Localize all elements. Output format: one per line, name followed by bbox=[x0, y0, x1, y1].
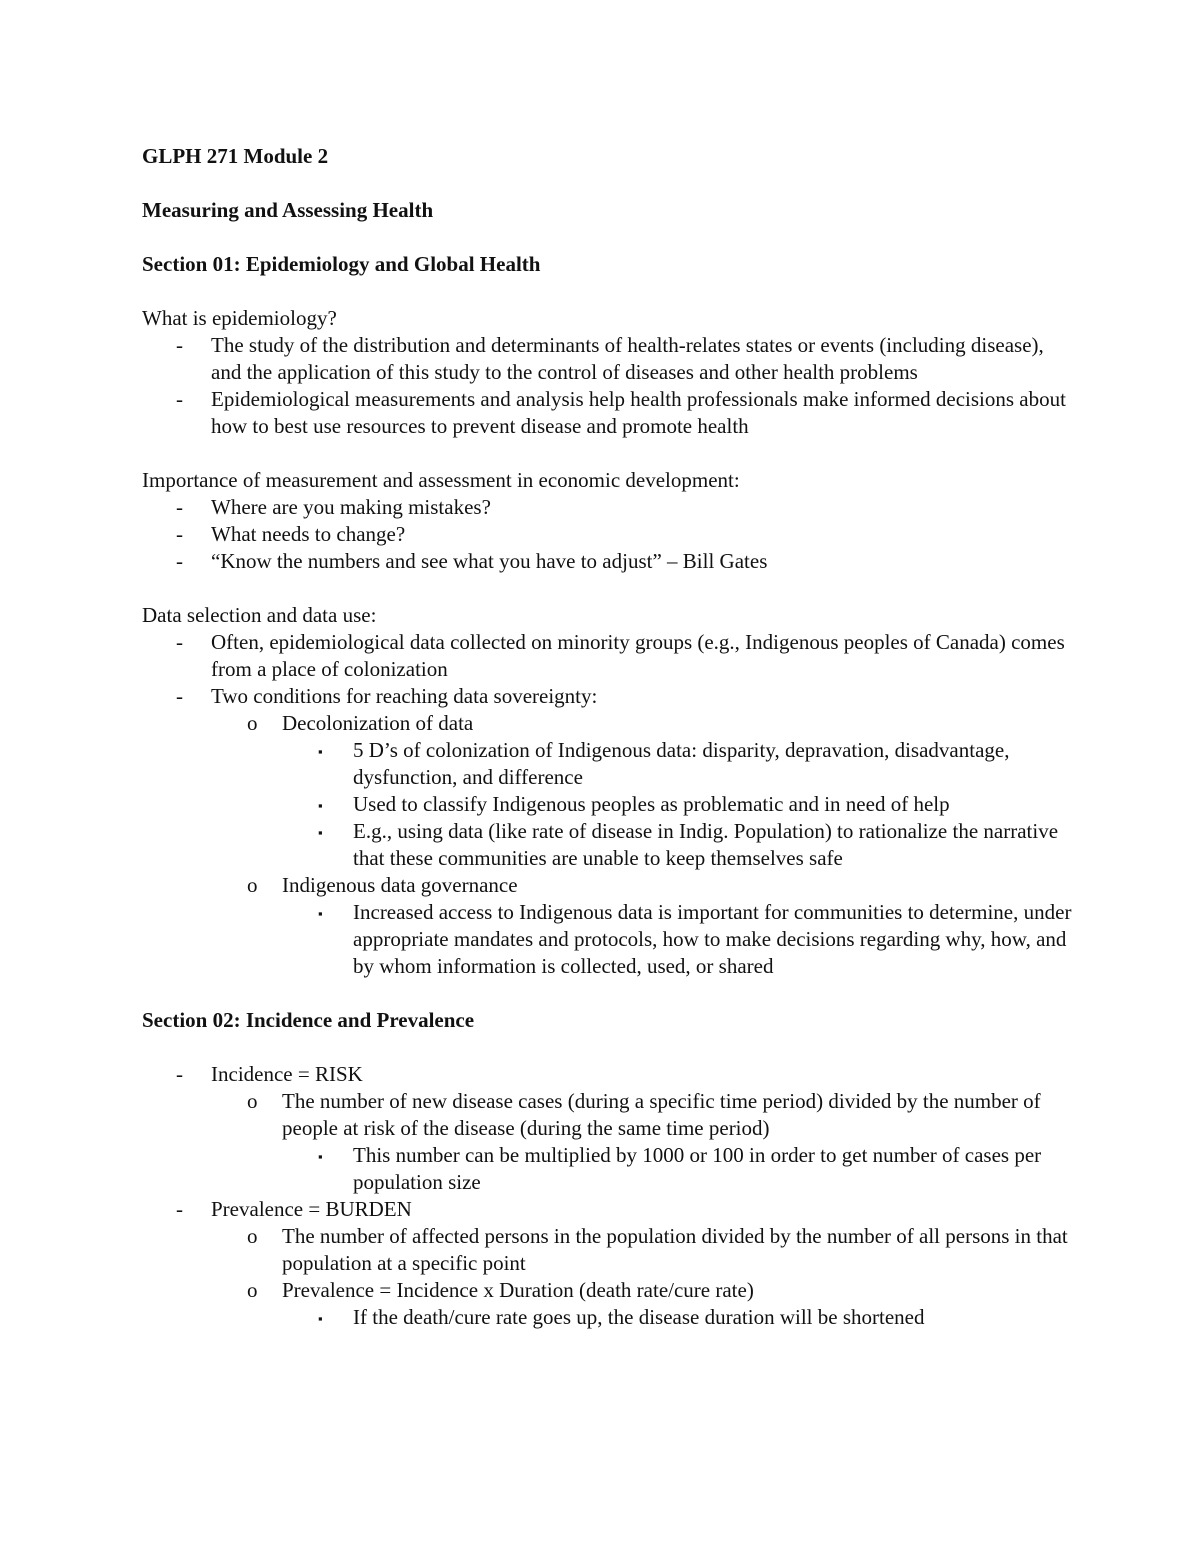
list-item: o Prevalence = Incidence x Duration (death rate/cure rate) bbox=[247, 1278, 754, 1302]
list-item: o Decolonization of data bbox=[247, 711, 474, 735]
list-item: - Where are you making mistakes? bbox=[176, 495, 491, 519]
epidemiology-list bbox=[142, 332, 1072, 440]
list-item: - “Know the numbers and see what you have to adjust” – Bill Gates bbox=[176, 549, 768, 573]
list-item: - Two conditions for reaching data sovereignty: bbox=[176, 684, 598, 708]
section-01-heading: Section 01: Epidemiology and Global Health bbox=[142, 252, 541, 276]
circle-bullet: o bbox=[247, 1089, 258, 1113]
dash-bullet: - bbox=[176, 387, 183, 411]
dash-bullet: - bbox=[176, 1062, 183, 1086]
document-body bbox=[142, 143, 1072, 1331]
list-item: - The study of the distribution and determinants of health-relates states or events (including disease), and the application of this study to the control of diseases and other health problems bbox=[176, 333, 1044, 384]
circle-bullet: o bbox=[247, 873, 258, 897]
list-item: ▪ 5 D’s of colonization of Indigenous data: disparity, depravation, disadvantage, dysfunction, and difference bbox=[318, 738, 1010, 789]
section-02-heading: Section 02: Incidence and Prevalence bbox=[142, 1008, 475, 1032]
square-bullet: ▪ bbox=[318, 1149, 323, 1164]
square-bullet: ▪ bbox=[318, 825, 323, 840]
square-bullet: ▪ bbox=[318, 798, 323, 813]
list-item: ▪ This number can be multiplied by 1000 or 100 in order to get number of cases per population size bbox=[318, 1143, 1042, 1194]
list-item: ▪ Used to classify Indigenous peoples as problematic and in need of help bbox=[142, 791, 1072, 818]
question-importance-of-measurement: Importance of measurement and assessment in economic development: bbox=[142, 468, 740, 492]
square-bullet: ▪ bbox=[318, 1311, 323, 1326]
dash-bullet: - bbox=[176, 549, 183, 573]
list-item: ▪ E.g., using data (like rate of disease in Indig. Population) to rationalize the narrative that these communities are unable to keep themselves safe bbox=[318, 819, 1059, 870]
document-title: GLPH 271 Module 2 bbox=[142, 144, 329, 168]
list-item: o The number of new disease cases (during a specific time period) divided by the number of people at risk of the disease (during the same time period) bbox=[247, 1089, 1041, 1140]
circle-bullet: o bbox=[247, 711, 258, 735]
dash-bullet: - bbox=[176, 522, 183, 546]
question-what-is-epidemiology: What is epidemiology? bbox=[142, 306, 337, 330]
list-item: ▪ Increased access to Indigenous data is important for communities to determine, under appropriate mandates and protocols, how to make decisions regarding why, how, and by whom information is collected, used, or shared bbox=[318, 900, 1072, 978]
circle-bullet: o bbox=[247, 1224, 258, 1248]
dash-bullet: - bbox=[176, 684, 183, 708]
list-item: - Often, epidemiological data collected on minority groups (e.g., Indigenous peoples of Canada) comes from a place of colonization bbox=[176, 630, 1065, 681]
list-item: - Prevalence = BURDEN bbox=[176, 1197, 412, 1221]
list-item: - Incidence = RISK bbox=[176, 1062, 363, 1086]
square-bullet: ▪ bbox=[318, 744, 323, 759]
importance-list bbox=[142, 494, 1072, 575]
list-item: o Indigenous data governance bbox=[247, 873, 518, 897]
list-item: - Epidemiological measurements and analysis help health professionals make informed decisions about how to best use resources to prevent disease and promote health bbox=[176, 387, 1066, 438]
circle-bullet: o bbox=[247, 1278, 258, 1302]
document-subtitle: Measuring and Assessing Health bbox=[142, 198, 434, 222]
dash-bullet: - bbox=[176, 1197, 183, 1221]
question-data-selection: Data selection and data use: bbox=[142, 603, 377, 627]
square-bullet: ▪ bbox=[318, 906, 323, 921]
list-item: - What needs to change? bbox=[176, 522, 406, 546]
dash-bullet: - bbox=[176, 495, 183, 519]
dash-bullet: - bbox=[176, 630, 183, 654]
dash-bullet: - bbox=[176, 333, 183, 357]
incidence-prevalence-list bbox=[142, 1061, 1072, 1331]
data-selection-list bbox=[142, 629, 1072, 980]
list-item: o The number of affected persons in the population divided by the number of all persons in that population at a specific point bbox=[247, 1224, 1068, 1275]
list-item: ▪ If the death/cure rate goes up, the disease duration will be shortened bbox=[142, 1304, 1072, 1331]
